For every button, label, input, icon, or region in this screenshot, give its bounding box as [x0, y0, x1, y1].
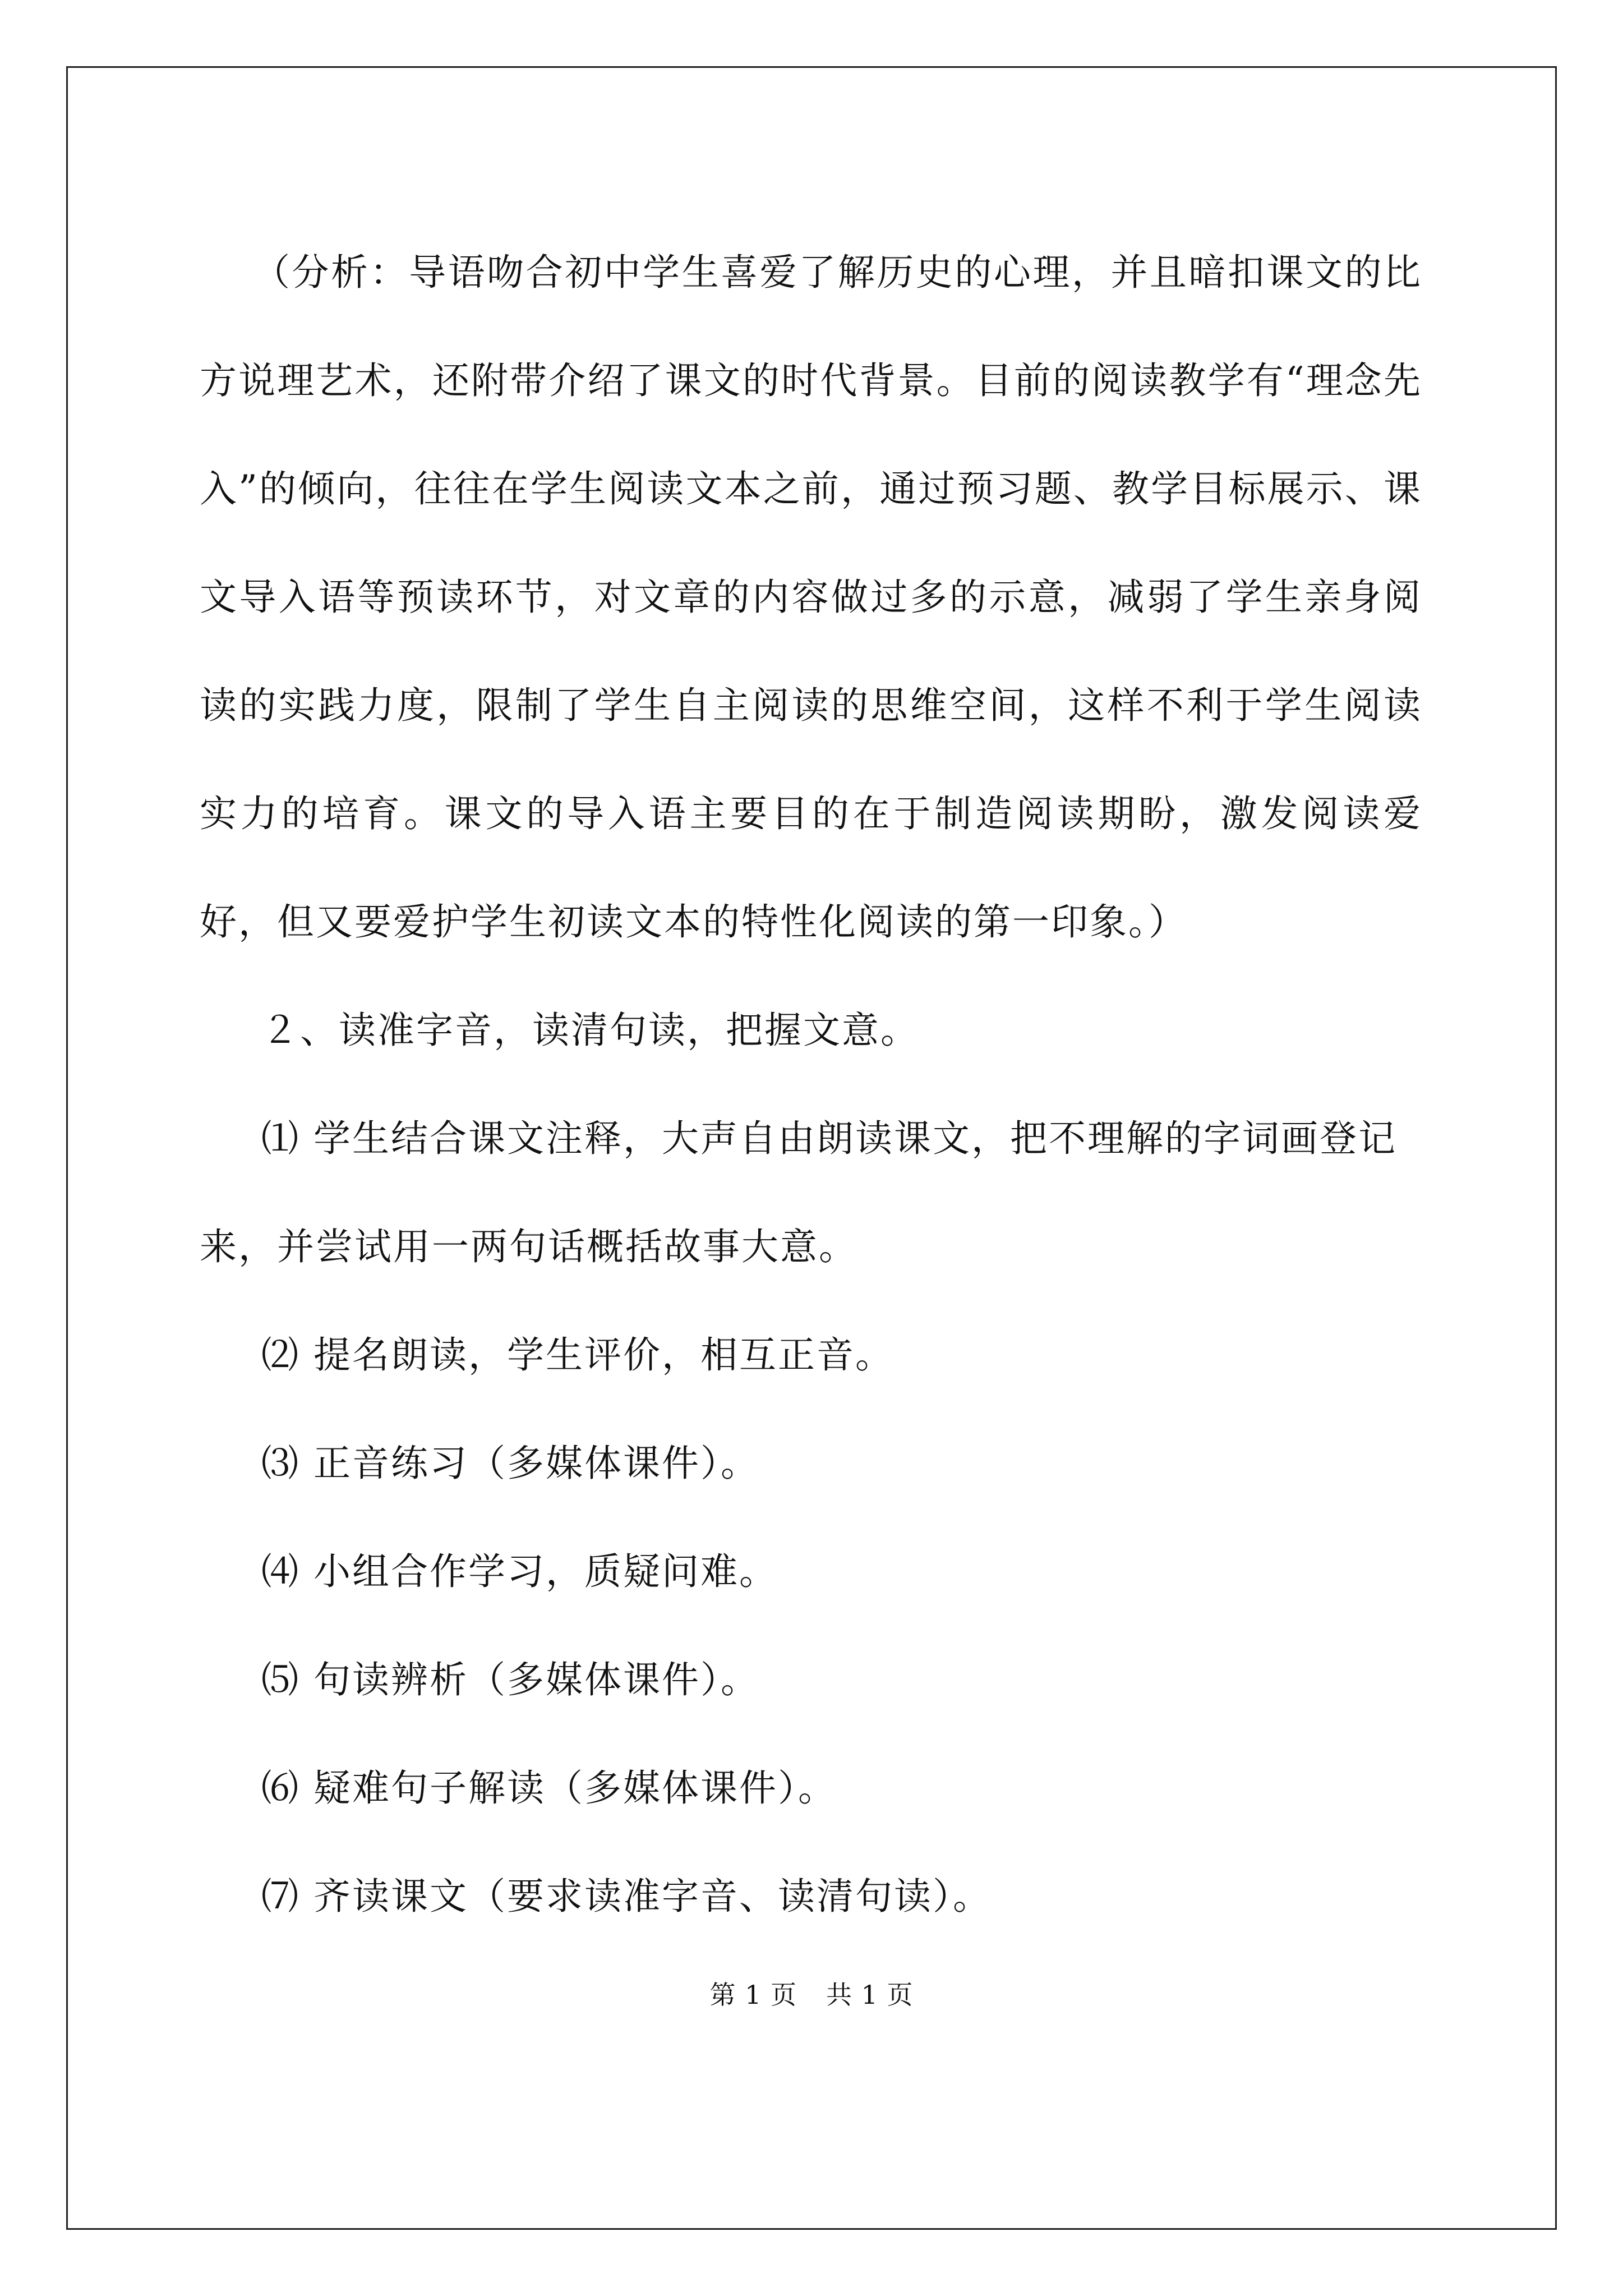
list-item: ⑵ 提名朗读，学生评价，相互正音。 [261, 1333, 894, 1377]
list-item: ⑴ 学生结合课文注释，大声自由朗读课文，把不理解的字词画登记来，并尝试用一两句话概括故事大意。 [200, 1117, 1397, 1268]
step-heading: ２、读准字音，读清句读，把握文意。 [261, 1009, 919, 1052]
list-item: ⑹ 疑难句子解读（多媒体课件）。 [261, 1766, 837, 1810]
list-item: ⑺ 齐读课文（要求读准字音、读清句读）。 [261, 1875, 992, 1918]
list-item: ⑷ 小组合作学习，质疑问难。 [261, 1550, 778, 1593]
document-body [200, 218, 1422, 1950]
page-total: 共 1 页 [826, 1980, 914, 2010]
list-item: ⑸ 句读辨析（多媒体课件）。 [261, 1658, 759, 1701]
page-number: 第 1 页 [709, 1980, 797, 2010]
analysis-paragraph: （分析：导语吻合初中学生喜爱了解历史的心理，并且暗扣课文的比方说理艺术，还附带介绍了课文的时代背景。目前的阅读教学有“理念先入”的倾向，往往在学生阅读文本之前，通过预习题、教学目标展示、课文导入语等预读环节，对文章的内容做过多的示意，减弱了学生亲身阅读的实践力度，限制了学生自主阅读的思维空间，这样不利于学生阅读实力的培育。课文的导入语主要目的在于制造阅读期盼，激发阅读爱好，但又要爱护学生初读文本的特性化阅读的第一印象。） [200, 251, 1422, 944]
list-item: ⑶ 正音练习（多媒体课件）。 [261, 1442, 759, 1485]
page-footer [0, 1975, 1623, 2012]
